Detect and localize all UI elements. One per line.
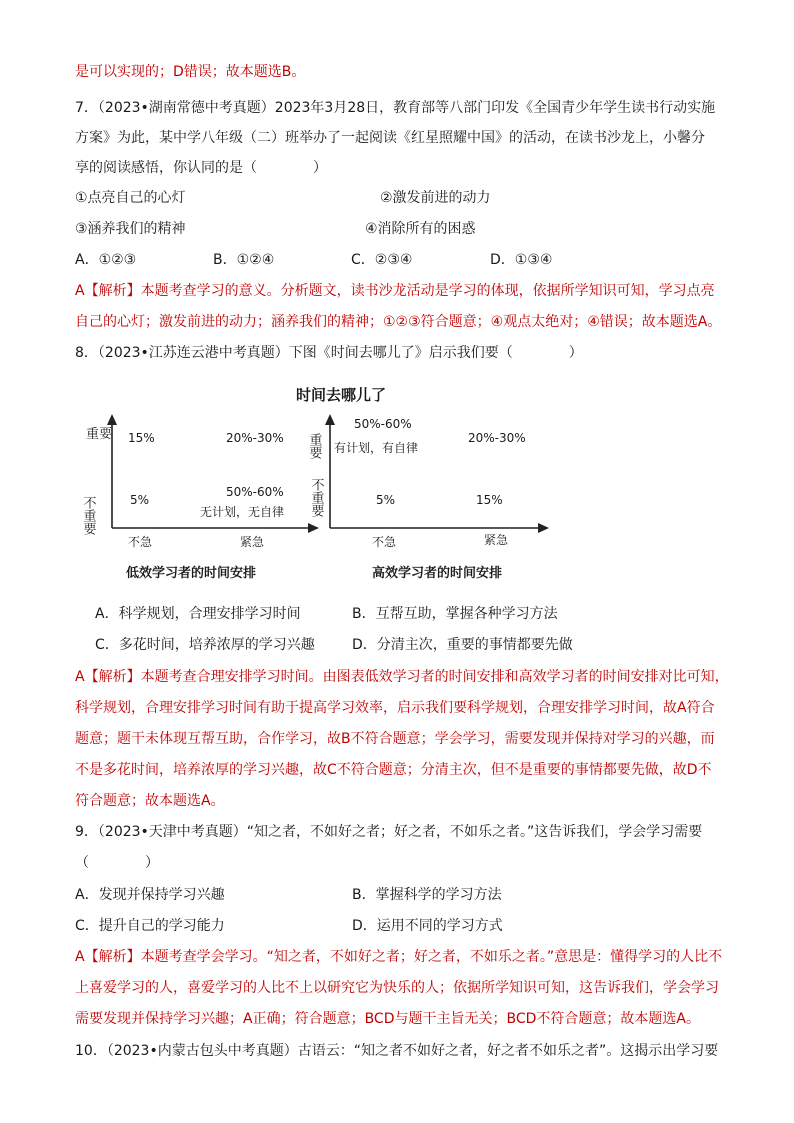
high-efficiency-chart [307,414,550,581]
statement-2: ②激发前进的动力 [380,190,491,206]
left-y-bottom-text: 不重要 [80,496,96,535]
right-y-bottom-label [309,478,325,518]
option-9c: C．提升自己的学习能力 [75,918,225,934]
analysis-9-line-3: 需要发现并保持学习兴趣；A正确；符合题意；BCD与题干主旨无关；BCD不符合题意；故本题选A。 [75,1011,700,1027]
time-allocation-figure [80,378,560,588]
option-7c: C．②③④ [351,252,413,268]
right-y-top-label [307,433,323,460]
text-line [75,62,305,82]
right-top-left-value: 50%-60% [354,417,412,431]
analysis-7-line-2: 自己的心灯；激发前进的动力；涵养我们的精神；①②③符合题意；④观点太绝对；④错误；故本题选A。 [75,314,722,330]
left-bottom-left-value: 5% [130,493,150,507]
analysis-7-line-1: A【解析】本题考查学习的意义。分析题文，读书沙龙活动是学习的体现，依据所学知识可知，学习点亮 [75,283,715,299]
statement-4: ④消除所有的困惑 [365,221,476,237]
question-7-line-2: 方案》为此，某中学八年级（二）班举办了一起阅读《红星照耀中国》的活动，在读书沙龙上，小馨分 [75,130,705,146]
analysis-8-line-5: 符合题意；故本题选A。 [75,793,225,809]
question-7-line-1: 7．（2023•湖南常德中考真题）2023年3月28日，教育部等八部门印发《全国青少年学生读书行动实施 [75,100,716,116]
option-8d: D．分清主次，重要的事情都要先做 [352,637,573,653]
left-y-bottom-label [81,496,97,536]
left-bottom-right-value: 50%-60% [226,485,284,499]
question-8-line: 8．（2023•江苏连云港中考真题）下图《时间去哪儿了》启示我们要（ ） [75,345,583,361]
option-7b: B．①②④ [213,252,275,268]
question-9-line-2: （ ） [75,855,159,871]
analysis-8-line-2: 科学规划，合理安排学习时间有助于提高学习效率，启示我们要科学规划，合理安排学习时间，故A符合 [75,700,715,716]
right-top-left-note: 有计划，有自律 [334,441,419,455]
analysis-9-line-1: A【解析】本题考查学会学习。“知之者，不如好之者；好之者，不如乐之者。”意思是：懂得学习的人比不 [75,949,723,965]
analysis-8-line-1: A【解析】本题考查合理安排学习时间。由图表低效学习者的时间安排和高效学习者的时间安排对比可知， [75,669,729,685]
question-7-line-3: 享的阅读感悟，你认同的是（ ） [75,160,327,176]
left-caption: 低效学习者的时间安排 [126,566,257,581]
right-bottom-right-value: 15% [476,493,503,507]
left-y-arrow [107,414,117,425]
analysis-8-line-4: 不是多花时间，培养浓厚的学习兴趣，故C不符合题意；分清主次，但不是重要的事情都要先做，故D不 [75,762,712,778]
statement-3: ③涵养我们的精神 [75,221,186,237]
right-x-right-label: 紧急 [484,533,509,547]
right-bottom-left-value: 5% [376,493,396,507]
left-top-right-value: 20%-30% [226,431,284,445]
low-efficiency-chart [81,414,320,581]
answer-tail: 是可以实现的；D错误；故本题选B。 [75,64,306,80]
left-bottom-right-note: 无计划，无自律 [200,505,285,519]
option-9d: D．运用不同的学习方式 [352,918,503,934]
left-y-top-text: 重要 [86,427,113,442]
figure-title: 时间去哪儿了 [296,386,387,404]
right-y-bottom-text: 不重要 [308,478,324,517]
right-x-left-label: 不急 [372,535,397,549]
question-9-line-1: 9．（2023•天津中考真题）“知之者，不如好之者；好之者，不如乐之者。”这告诉我们，学会学习需要 [75,824,703,840]
right-top-right-value: 20%-30% [468,431,526,445]
left-y-top-label [86,427,112,442]
option-8c: C．多花时间，培养浓厚的学习兴趣 [95,637,315,653]
question-10-line: 10．（2023•内蒙古包头中考真题）古语云：“知之者不如好之者，好之者不如乐之者”。这揭示出学习要 [75,1043,719,1059]
option-9a: A．发现并保持学习兴趣 [75,887,225,903]
option-9b: B．掌握科学的学习方法 [352,887,502,903]
right-x-arrow [538,523,549,533]
left-x-left-label: 不急 [128,535,153,549]
left-x-arrow [308,523,319,533]
analysis-9-line-2: 上喜爱学习的人，喜爱学习的人比不上以研究它为快乐的人；依据所学知识可知，这告诉我们，学会学习 [75,980,719,996]
left-top-left-value: 15% [128,431,155,445]
option-7d: D．①③④ [490,252,553,268]
right-y-top-text: 重要 [306,433,322,459]
analysis-8-line-3: 题意；题干未体现互帮互助，合作学习，故B不符合题意；学会学习，需要发现并保持对学习的兴趣，而 [75,731,715,747]
option-8a: A．科学规划，合理安排学习时间 [95,606,301,622]
left-x-right-label: 紧急 [240,535,265,549]
option-8b: B．互帮互助，掌握各种学习方法 [352,606,558,622]
right-caption: 高效学习者的时间安排 [372,566,503,581]
option-7a: A．①②③ [75,252,137,268]
right-y-arrow [325,414,335,425]
statement-1: ①点亮自己的心灯 [75,190,186,206]
